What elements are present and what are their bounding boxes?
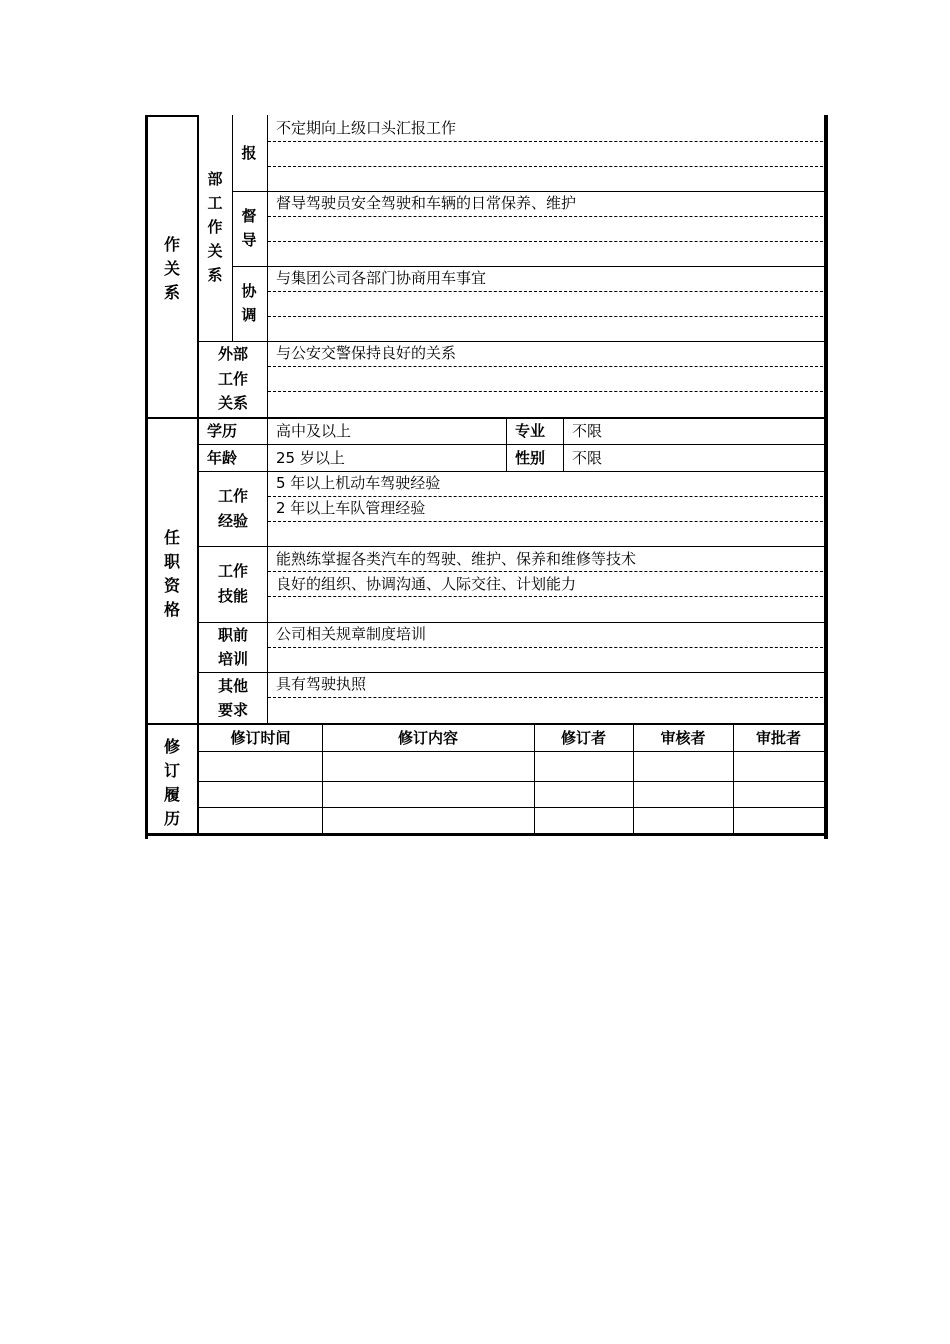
row-divider-education bbox=[197, 444, 824, 445]
external-label-2: 工作 bbox=[217, 370, 248, 388]
other-dash-1 bbox=[268, 697, 823, 698]
coordinate-line-1: 与集团公司各部门协商用车事宜 bbox=[276, 269, 487, 287]
external-dash-2 bbox=[268, 391, 823, 392]
row-divider-report bbox=[232, 191, 824, 192]
skills-label-1: 工作 bbox=[217, 562, 248, 580]
experience-line-1: 5 年以上机动车驾驶经验 bbox=[276, 474, 441, 492]
table-row bbox=[199, 808, 824, 833]
row-divider-coordinate bbox=[197, 341, 824, 342]
experience-dash-2 bbox=[268, 521, 823, 522]
other-label-1: 其他 bbox=[217, 677, 248, 695]
age-value: 25 岁以上 bbox=[276, 449, 345, 467]
section-title-revision-history: 修订履历 bbox=[163, 737, 180, 828]
report-line-1: 不定期向上级口头汇报工作 bbox=[276, 119, 457, 137]
experience-label-2: 经验 bbox=[217, 512, 248, 530]
report-label: 报 bbox=[241, 144, 257, 162]
age-label: 年龄 bbox=[207, 449, 238, 467]
other-line-1: 具有驾驶执照 bbox=[276, 675, 367, 693]
right-border bbox=[824, 115, 828, 839]
report-dash-1 bbox=[268, 141, 823, 142]
training-dash-1 bbox=[268, 647, 823, 648]
report-dash-2 bbox=[268, 166, 823, 167]
rev-header-content: 修订内容 bbox=[397, 729, 458, 747]
external-dash-1 bbox=[268, 366, 823, 367]
supervise-line-1: 督导驾驶员安全驾驶和车辆的日常保养、维护 bbox=[276, 194, 577, 212]
experience-label-1: 工作 bbox=[217, 487, 248, 505]
experience-line-2: 2 年以上车队管理经验 bbox=[276, 499, 426, 517]
rev-header-reviewer: 审核者 bbox=[660, 729, 706, 747]
table-row bbox=[199, 782, 824, 807]
row-divider-training bbox=[197, 672, 824, 673]
skills-line-1: 能熟练掌握各类汽车的驾驶、维护、保养和维修等技术 bbox=[276, 550, 637, 568]
major-value: 不限 bbox=[572, 422, 603, 440]
rev-header-reviser: 修订者 bbox=[560, 729, 606, 747]
internal-relations-label: 部工作关系 bbox=[207, 170, 223, 284]
bottom-border bbox=[145, 833, 828, 836]
major-value-left-line bbox=[563, 419, 564, 471]
external-label-3: 关系 bbox=[217, 394, 248, 412]
skills-dash-2 bbox=[268, 596, 823, 597]
gender-label: 性别 bbox=[515, 449, 546, 467]
row-divider-skills bbox=[197, 622, 824, 623]
training-label-2: 培训 bbox=[217, 650, 248, 668]
supervise-dash-2 bbox=[268, 241, 823, 242]
section-col-separator bbox=[197, 115, 199, 836]
supervise-label: 督导 bbox=[241, 207, 257, 249]
training-label-1: 职前 bbox=[217, 626, 248, 644]
section-divider-1 bbox=[145, 417, 825, 419]
education-value: 高中及以上 bbox=[276, 422, 352, 440]
skills-dash-1 bbox=[268, 571, 823, 572]
rev-header-approver: 审批者 bbox=[755, 729, 801, 747]
row-divider-experience bbox=[197, 546, 824, 547]
other-label-2: 要求 bbox=[217, 701, 248, 719]
row-divider-age bbox=[197, 471, 824, 472]
supervise-dash-1 bbox=[268, 216, 823, 217]
external-line-1: 与公安交警保持良好的关系 bbox=[276, 344, 457, 362]
gender-value: 不限 bbox=[572, 449, 603, 467]
section-divider-2 bbox=[145, 723, 825, 725]
experience-dash-1 bbox=[268, 496, 823, 497]
section-title-work-relations: 作关系 bbox=[163, 235, 180, 302]
external-label-1: 外部 bbox=[217, 345, 248, 363]
top-border-left bbox=[145, 115, 198, 117]
section-title-qualifications: 任职资格 bbox=[163, 528, 180, 619]
sub-col-separator bbox=[232, 115, 233, 341]
education-label: 学历 bbox=[207, 422, 238, 440]
table-row bbox=[199, 752, 824, 781]
skills-label-2: 技能 bbox=[217, 587, 248, 605]
major-label: 专业 bbox=[515, 422, 546, 440]
coordinate-label: 协调 bbox=[241, 282, 257, 324]
coordinate-dash-2 bbox=[268, 316, 823, 317]
training-line-1: 公司相关规章制度培训 bbox=[276, 625, 427, 643]
row-divider-supervise bbox=[232, 266, 824, 267]
rev-header-time: 修订时间 bbox=[230, 729, 291, 747]
skills-line-2: 良好的组织、协调沟通、人际交往、计划能力 bbox=[276, 575, 577, 593]
coordinate-dash-1 bbox=[268, 291, 823, 292]
left-border bbox=[145, 115, 148, 839]
major-label-left-line bbox=[506, 419, 507, 471]
